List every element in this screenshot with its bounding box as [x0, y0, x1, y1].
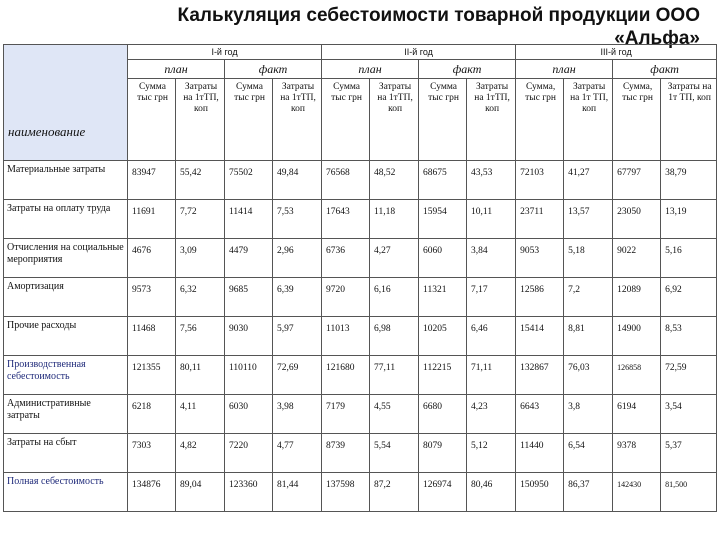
table-cell: 12089 [613, 278, 661, 317]
table-cell: 4,11 [176, 395, 225, 434]
sub-header: Сумма тыс грн [225, 79, 273, 161]
sub-header: Сумма тыс грн [322, 79, 370, 161]
table-cell: 9720 [322, 278, 370, 317]
table-cell: 68675 [419, 161, 467, 200]
sub-header: Затраты на 1т ТП, коп [661, 79, 717, 161]
table-cell: 123360 [225, 473, 273, 512]
table-cell: 11321 [419, 278, 467, 317]
name-column-label: наименование [8, 124, 86, 139]
table-cell: 11414 [225, 200, 273, 239]
table-row [4, 200, 717, 239]
table-body [4, 161, 717, 512]
table-cell: 7,2 [564, 278, 613, 317]
year-3-header: III-й год [516, 45, 717, 60]
sub-header: Затраты на 1т ТП, коп [564, 79, 613, 161]
sub-header: Затраты на 1тТП, коп [273, 79, 322, 161]
table-cell: 81,44 [273, 473, 322, 512]
table-cell: 89,04 [176, 473, 225, 512]
table-cell: 87,2 [370, 473, 419, 512]
table-cell: 142430 [613, 473, 661, 512]
row-label: Полная себестоимость [4, 473, 128, 512]
cost-table [3, 44, 717, 512]
table-cell: 11691 [128, 200, 176, 239]
table-cell: 10,11 [467, 200, 516, 239]
table-cell: 80,46 [467, 473, 516, 512]
table-row [4, 161, 717, 200]
sub-header: Сумма, тыс грн [516, 79, 564, 161]
table-cell: 67797 [613, 161, 661, 200]
sub-header: Затраты на 1тТП, коп [467, 79, 516, 161]
table-cell: 7303 [128, 434, 176, 473]
table-cell: 9030 [225, 317, 273, 356]
table-cell: 6060 [419, 239, 467, 278]
table-cell: 6,39 [273, 278, 322, 317]
page-title: Калькуляция себестоимости товарной продукции ООО «Альфа» [177, 5, 700, 49]
table-cell: 83947 [128, 161, 176, 200]
table-cell: 7,17 [467, 278, 516, 317]
table-cell: 7220 [225, 434, 273, 473]
table-cell: 5,16 [661, 239, 717, 278]
table-row [4, 434, 717, 473]
table-cell: 150950 [516, 473, 564, 512]
table-cell: 13,19 [661, 200, 717, 239]
year-3-plan-header: план [516, 60, 613, 79]
table-cell: 8739 [322, 434, 370, 473]
table-cell: 72103 [516, 161, 564, 200]
year-1-header: I-й год [128, 45, 322, 60]
table-cell: 41,27 [564, 161, 613, 200]
table-cell: 49,84 [273, 161, 322, 200]
table-cell: 134876 [128, 473, 176, 512]
table-cell: 6736 [322, 239, 370, 278]
row-label: Прочие расходы [4, 317, 128, 356]
row-label: Отчисления на социальные мероприятия [4, 239, 128, 278]
row-label: Амортизация [4, 278, 128, 317]
table-cell: 5,18 [564, 239, 613, 278]
table-cell: 9378 [613, 434, 661, 473]
row-label: Производственная себестоимость [4, 356, 128, 395]
table-cell: 2,96 [273, 239, 322, 278]
table-cell: 11440 [516, 434, 564, 473]
table-cell: 9573 [128, 278, 176, 317]
table-cell: 75502 [225, 161, 273, 200]
table-cell: 121355 [128, 356, 176, 395]
table-cell: 6,92 [661, 278, 717, 317]
table-cell: 6,46 [467, 317, 516, 356]
table-cell: 5,37 [661, 434, 717, 473]
table-cell: 3,8 [564, 395, 613, 434]
table-cell: 7,72 [176, 200, 225, 239]
table-cell: 77,11 [370, 356, 419, 395]
table-cell: 72,69 [273, 356, 322, 395]
name-column-header [4, 45, 128, 161]
table-cell: 110110 [225, 356, 273, 395]
row-label: Административные затраты [4, 395, 128, 434]
table-cell: 80,11 [176, 356, 225, 395]
table-cell: 9022 [613, 239, 661, 278]
sub-header: Сумма тыс грн [419, 79, 467, 161]
table-cell: 4,77 [273, 434, 322, 473]
table-cell: 126974 [419, 473, 467, 512]
table-cell: 4479 [225, 239, 273, 278]
row-label: Материальные затраты [4, 161, 128, 200]
table-cell: 4,82 [176, 434, 225, 473]
table-row [4, 239, 717, 278]
table-cell: 14900 [613, 317, 661, 356]
year-2-fact-header: факт [419, 60, 516, 79]
table-cell: 7,53 [273, 200, 322, 239]
table-cell: 6030 [225, 395, 273, 434]
sub-header: Сумма тыс грн [128, 79, 176, 161]
table-cell: 6218 [128, 395, 176, 434]
table-cell: 112215 [419, 356, 467, 395]
table-row [4, 317, 717, 356]
table-cell: 7179 [322, 395, 370, 434]
table-cell: 48,52 [370, 161, 419, 200]
table-cell: 7,56 [176, 317, 225, 356]
table-cell: 6643 [516, 395, 564, 434]
table-cell: 55,42 [176, 161, 225, 200]
table-cell: 3,84 [467, 239, 516, 278]
table-cell: 10205 [419, 317, 467, 356]
table-cell: 11468 [128, 317, 176, 356]
table-cell: 86,37 [564, 473, 613, 512]
table-cell: 3,54 [661, 395, 717, 434]
table-cell: 71,11 [467, 356, 516, 395]
table-cell: 13,57 [564, 200, 613, 239]
table-cell: 15414 [516, 317, 564, 356]
table-cell: 23711 [516, 200, 564, 239]
table-cell: 5,12 [467, 434, 516, 473]
table-cell: 5,54 [370, 434, 419, 473]
table-cell: 4676 [128, 239, 176, 278]
sub-header: Затраты на 1тТП, коп [370, 79, 419, 161]
year-header-row [4, 45, 717, 60]
table-cell: 17643 [322, 200, 370, 239]
table-cell: 38,79 [661, 161, 717, 200]
table-cell: 8,81 [564, 317, 613, 356]
table-cell: 3,09 [176, 239, 225, 278]
sub-header: Затраты на 1тТП, коп [176, 79, 225, 161]
table-cell: 11,18 [370, 200, 419, 239]
table-cell: 6680 [419, 395, 467, 434]
year-1-plan-header: план [128, 60, 225, 79]
table-cell: 15954 [419, 200, 467, 239]
year-2-header: II-й год [322, 45, 516, 60]
table-cell: 8,53 [661, 317, 717, 356]
table-cell: 9053 [516, 239, 564, 278]
table-cell: 9685 [225, 278, 273, 317]
table-cell: 4,23 [467, 395, 516, 434]
table-row [4, 395, 717, 434]
table-cell: 137598 [322, 473, 370, 512]
sub-header: Сумма, тыс грн [613, 79, 661, 161]
table-cell: 23050 [613, 200, 661, 239]
table-cell: 81,500 [661, 473, 717, 512]
table-cell: 6,16 [370, 278, 419, 317]
table-cell: 4,55 [370, 395, 419, 434]
row-label: Затраты на оплату труда [4, 200, 128, 239]
table-cell: 4,27 [370, 239, 419, 278]
table-cell: 76568 [322, 161, 370, 200]
table-cell: 43,53 [467, 161, 516, 200]
table-cell: 11013 [322, 317, 370, 356]
year-3-fact-header: факт [613, 60, 717, 79]
table-row [4, 473, 717, 512]
table-cell: 6,32 [176, 278, 225, 317]
table-cell: 12586 [516, 278, 564, 317]
table-cell: 132867 [516, 356, 564, 395]
table-cell: 72,59 [661, 356, 717, 395]
table-cell: 126858 [613, 356, 661, 395]
table-row [4, 278, 717, 317]
row-label: Затраты на сбыт [4, 434, 128, 473]
table-cell: 6,98 [370, 317, 419, 356]
table-cell: 5,97 [273, 317, 322, 356]
table-row [4, 356, 717, 395]
table-cell: 76,03 [564, 356, 613, 395]
year-1-fact-header: факт [225, 60, 322, 79]
table-cell: 121680 [322, 356, 370, 395]
table-cell: 6194 [613, 395, 661, 434]
table-cell: 3,98 [273, 395, 322, 434]
year-2-plan-header: план [322, 60, 419, 79]
table-cell: 8079 [419, 434, 467, 473]
table-cell: 6,54 [564, 434, 613, 473]
